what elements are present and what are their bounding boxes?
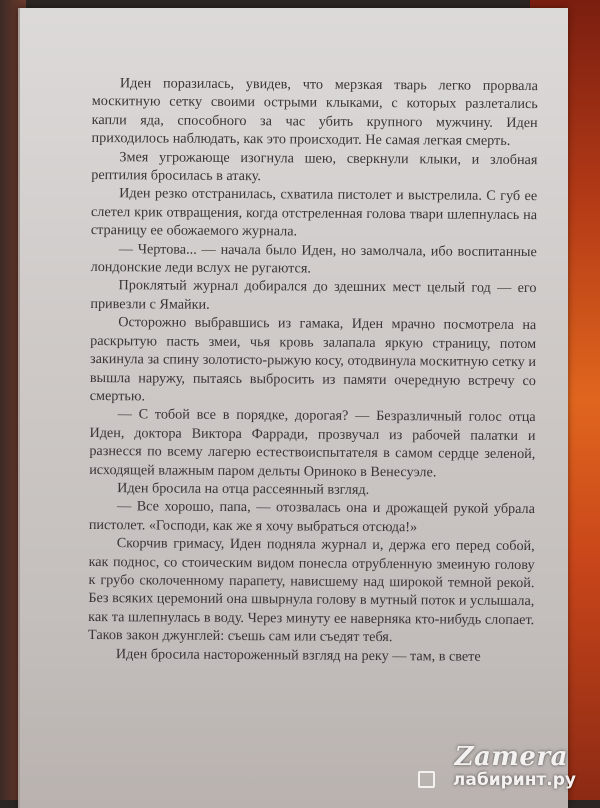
paragraph: Осторожно выбравшись из гамака, Иден мрачно посмотрела на раскрытую пасть змеи, чья кровь залапала яркую страницу, потом закинула за спину золотисто-рыжую косу, отодвинула москитную сетку и вышла наружу, пытаясь выбросить из памяти очередную встречу со смертью. [89, 314, 537, 405]
watermark-box-icon [418, 771, 435, 788]
paragraph: — С тобой все в порядке, дорогая? — Безразличный голос отца Иден, доктора Виктора Фарради, прозвучал из рабочей палатки и разнесся по всему лагерю естествоиспытателя в самом сердце зеленой, исходящей влажным паром дельты Ориноко в Венесуэле. [89, 406, 536, 480]
paragraph: Иден поразилась, увидев, что мерзкая тварь легко прорвала москитную сетку своими острыми клыками, с которых разлетались капли яда, способного за час убить крупного мужчину. Иден приходилось наблюдать, как это происходит. Не самая легкая смерть. [91, 75, 538, 150]
paragraph: Иден бросила настороженный взгляд на реку — там, в свете [115, 645, 481, 665]
watermark-site: лабиринт.ру [452, 770, 576, 790]
paragraph: Иден резко отстранилась, схватила пистолет и выстрелила. С губ ее слетел крик отвращения, когда отстреленная голова твари шлепнулась на страницу ее обожаемого журнала. [90, 185, 538, 240]
paragraph: Скорчив гримасу, Иден подняла журнал и, держа его перед собой, как поднос, со стоическим видом понесла отрубленную змеиную голову к грубо сколоченному парапету, нависшему над широкой темной рекой. Без всяких церемоний она швырнула голову в мутный поток и услышала, как та шлепнулась в воду. Через минуту ее наверняка кто-нибудь слопает. Таков закон джунглей: съешь сам или съедят тебя. [88, 535, 535, 646]
paragraph: — Все хорошо, папа, — отозвалась она и дрожащей рукой убрала пистолет. «Господи, как же я хочу выбраться отсюда!» [88, 498, 536, 536]
watermark [414, 742, 584, 790]
page-text [88, 74, 538, 666]
paragraph: — Чертова... — начала было Иден, но замолчала, ибо воспитанные лондонские леди вслух не ругаются. [90, 240, 537, 277]
watermark-logo: Zamera [454, 742, 568, 772]
paragraph: Проклятый журнал добирался до здешних мест целый год — его привезли с Ямайки. [90, 277, 537, 313]
paragraph: Змея угрожающе изогнула шею, сверкнули клыки, и злобная рептилия бросилась в атаку. [91, 148, 538, 185]
paragraph: Иден бросила на отца рассеянный взгляд. [117, 480, 370, 498]
book-page [18, 8, 568, 808]
